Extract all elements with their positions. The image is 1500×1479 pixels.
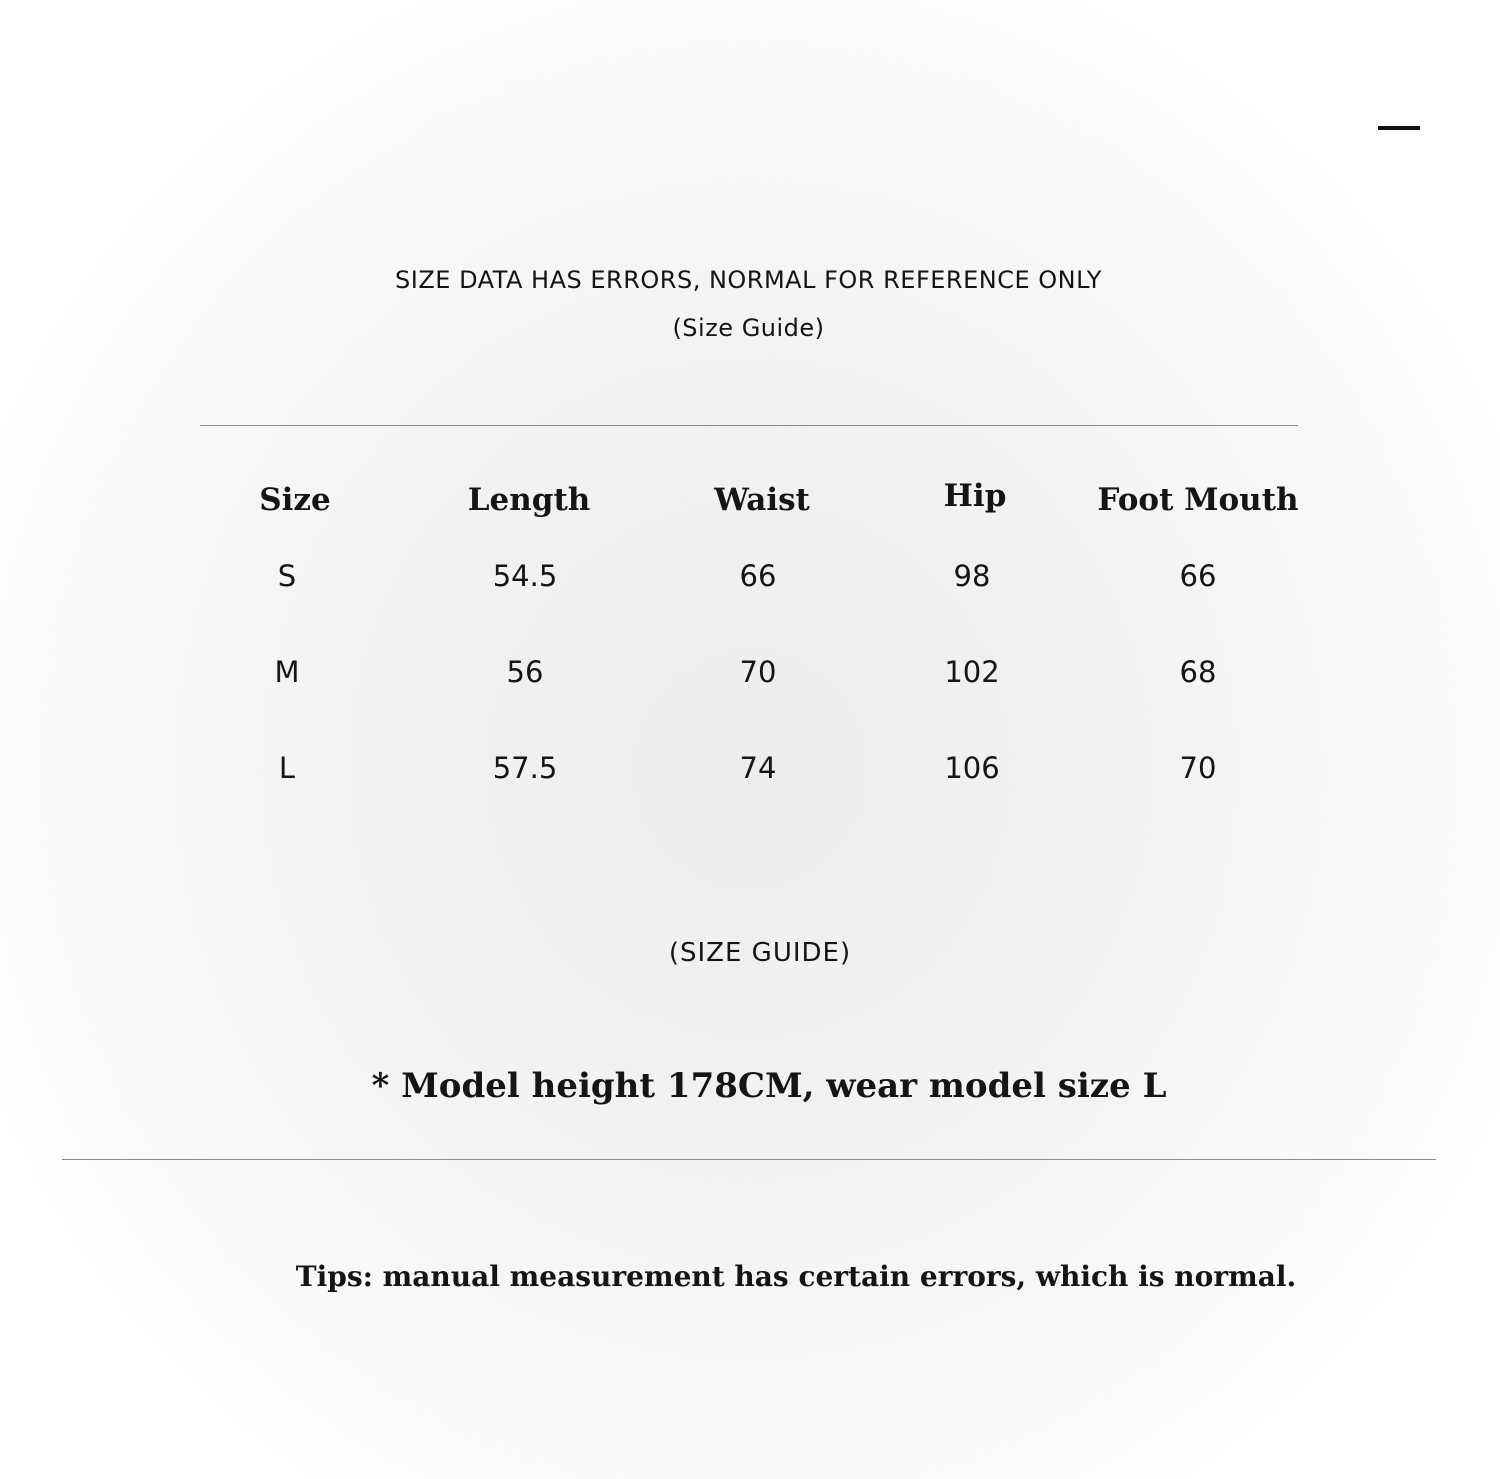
table-cell: 106 — [944, 751, 1000, 785]
table-cell: 57.5 — [492, 751, 558, 785]
top-divider — [200, 425, 1298, 426]
bottom-divider — [62, 1159, 1436, 1160]
measurement-tips: Tips: manual measurement has certain errors, which is normal. — [295, 1260, 1297, 1293]
column-header-length: Length — [467, 482, 591, 518]
model-height-note: * Model height 178CM, wear model size L — [371, 1066, 1167, 1106]
reference-notice: SIZE DATA HAS ERRORS, NORMAL FOR REFERENCE ONLY — [395, 266, 1102, 294]
table-cell: L — [278, 751, 296, 785]
table-cell: 70 — [1179, 751, 1217, 785]
table-cell: M — [274, 655, 300, 689]
column-header-size: Size — [259, 482, 331, 518]
table-cell: 56 — [506, 655, 544, 689]
table-cell: 68 — [1179, 655, 1217, 689]
table-cell: 66 — [1179, 559, 1217, 593]
table-cell: 102 — [944, 655, 1000, 689]
table-cell: S — [277, 559, 297, 593]
table-cell: 74 — [739, 751, 777, 785]
top-dash — [1378, 126, 1420, 130]
column-header-foot-mouth: Foot Mouth — [1097, 482, 1299, 518]
column-header-waist: Waist — [714, 482, 810, 518]
table-cell: 98 — [953, 559, 991, 593]
size-guide-caption: (SIZE GUIDE) — [668, 938, 852, 968]
column-header-hip: Hip — [943, 478, 1007, 514]
size-guide-subtitle: (Size Guide) — [672, 314, 825, 342]
table-cell: 54.5 — [492, 559, 558, 593]
table-cell: 70 — [739, 655, 777, 689]
table-cell: 66 — [739, 559, 777, 593]
